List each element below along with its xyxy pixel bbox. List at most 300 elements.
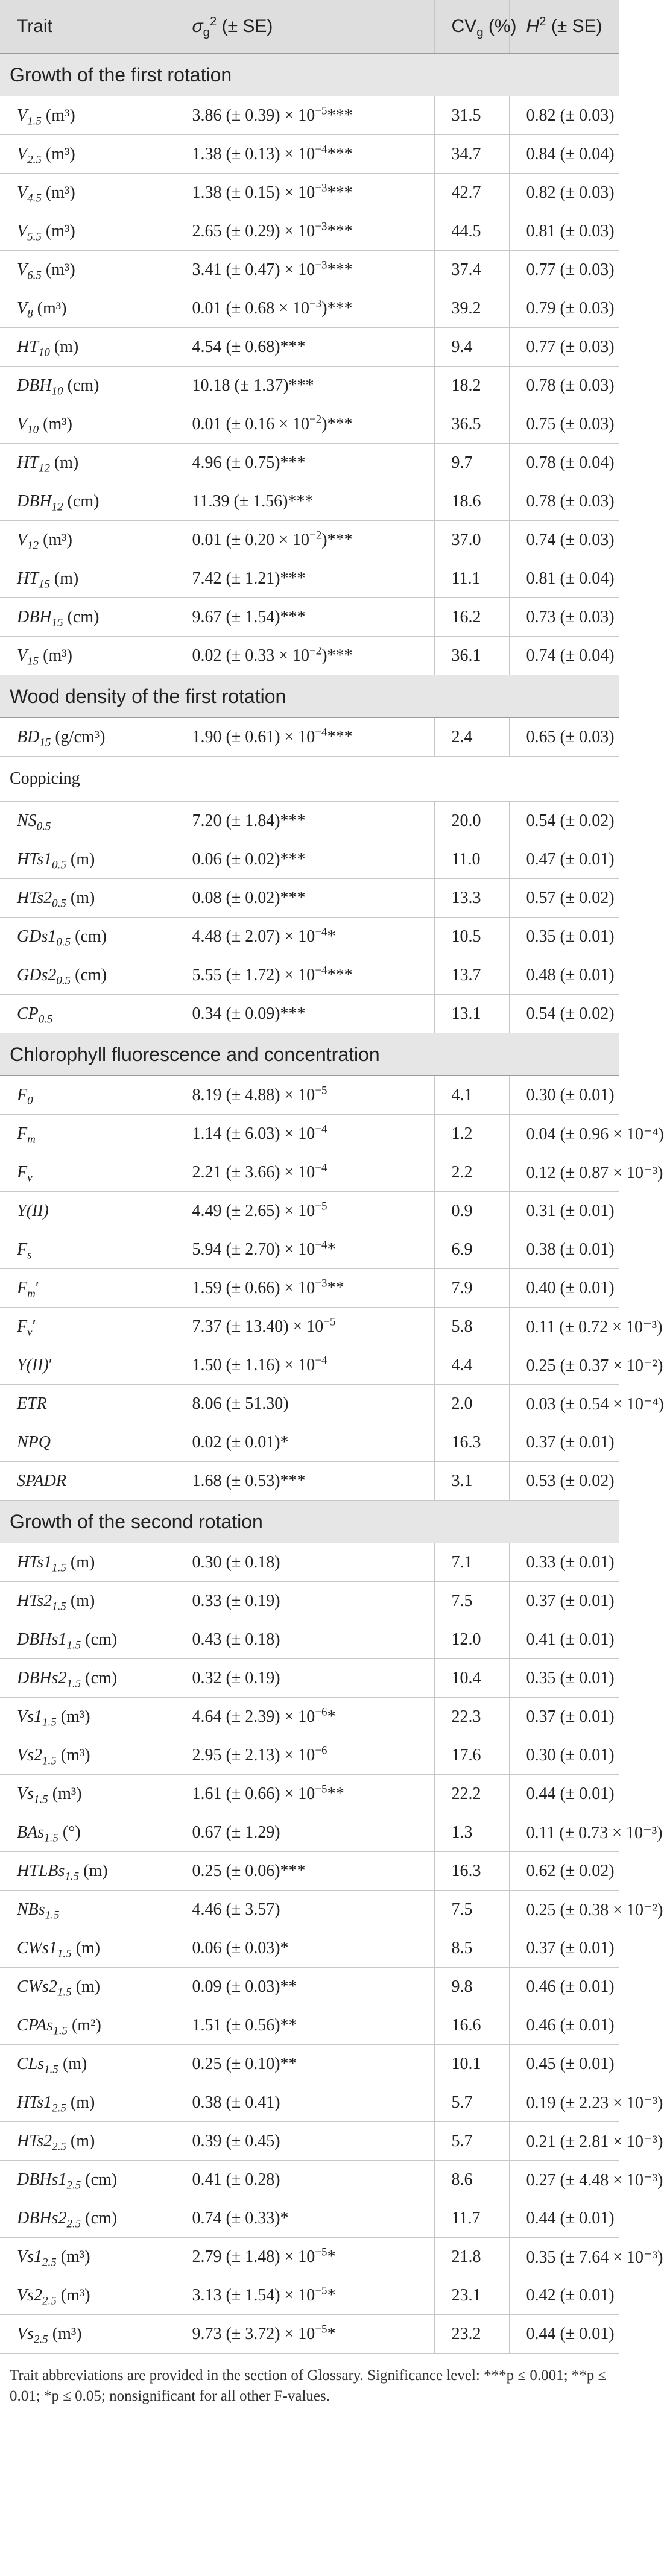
table-row: [0, 367, 619, 405]
h2-cell: 0.42 (± 0.01): [509, 2276, 619, 2315]
table-row: [0, 1775, 619, 1813]
trait-name: V: [17, 298, 28, 318]
h2-cell: 0.77 (± 0.03): [509, 328, 619, 367]
trait-subscript: 1.5: [42, 1716, 57, 1729]
cv-cell: 18.2: [434, 367, 509, 405]
trait-cell: [0, 135, 175, 174]
sigma-value: 7.42 (± 1.21): [192, 568, 280, 588]
h2-cell: 0.44 (± 0.01): [509, 2199, 619, 2238]
trait-name: F: [17, 1239, 28, 1259]
h2-cell: 0.35 (± 0.01): [509, 918, 619, 956]
trait-unit: (m³): [39, 530, 72, 549]
sigma-cell: [175, 840, 434, 879]
trait-subscript: 2.5: [66, 2217, 81, 2231]
trait-unit: (m³): [39, 646, 72, 665]
table-row: [0, 2315, 619, 2354]
cv-cell: 3.1: [434, 1462, 509, 1501]
trait-subscript: 8: [27, 307, 33, 321]
h2-cell: 0.45 (± 0.01): [509, 2045, 619, 2083]
cv-cell: 44.5: [434, 212, 509, 251]
trait-name: Vs1: [17, 1707, 42, 1726]
cv-cell: 2.4: [434, 718, 509, 757]
sigma-cell: [175, 521, 434, 559]
sigma-value: 9.73 (± 3.72) × 10: [192, 2324, 315, 2343]
sigma-cell: [175, 1582, 434, 1620]
trait-cell: [0, 2083, 175, 2122]
significance-mark: ***: [327, 221, 353, 241]
trait-unit: (m³): [41, 144, 75, 163]
trait-cell: [0, 1346, 175, 1385]
sigma-cell: [175, 2045, 434, 2083]
sigma-value: 2.95 (± 2.13) × 10: [192, 1745, 315, 1765]
sigma-value: 3.86 (± 0.39) × 10: [192, 105, 315, 125]
trait-unit: (m³): [56, 2285, 90, 2305]
sigma-value: 11.39 (± 1.56): [192, 491, 288, 511]
h2-cell: 0.82 (± 0.03): [509, 96, 619, 135]
trait-subscript: m: [27, 1287, 36, 1300]
significance-mark: **: [280, 1977, 297, 1996]
h2-cell: 0.82 (± 0.03): [509, 174, 619, 212]
sigma-exponent: −4: [315, 1354, 327, 1367]
sigma-value: 0.41 (± 0.28): [192, 2170, 280, 2189]
table-row: [0, 918, 619, 956]
trait-unit: (cm): [81, 1668, 118, 1687]
trait-subscript: 1.5: [66, 1639, 81, 1652]
sigma-cell: [175, 879, 434, 918]
trait-name: GDs2: [17, 965, 57, 984]
cv-cell: 22.3: [434, 1698, 509, 1736]
trait-cell: [0, 995, 175, 1033]
trait-cell: [0, 96, 175, 135]
trait-name: CLs: [17, 2054, 45, 2073]
sigma-value: 0.33 (± 0.19): [192, 1591, 280, 1610]
sigma-cell: [175, 1775, 434, 1813]
trait-cell: [0, 2315, 175, 2354]
trait-subscript: 2.5: [42, 2294, 57, 2308]
cv-cell: 11.7: [434, 2199, 509, 2238]
trait-unit: (m): [79, 1861, 108, 1880]
table-row: [0, 1968, 619, 2006]
table-row: [0, 328, 619, 367]
trait-unit: (cm): [63, 607, 100, 626]
cv-cell: 7.1: [434, 1543, 509, 1582]
section-header: [0, 1033, 619, 1076]
cv-cell: 34.7: [434, 135, 509, 174]
trait-unit: (m): [66, 2093, 95, 2112]
h2-cell: 0.79 (± 0.03): [509, 289, 619, 328]
trait-subscript: v: [27, 1171, 33, 1185]
table-row: [0, 1462, 619, 1501]
trait-subscript: 5.5: [27, 230, 42, 244]
sigma-value: 1.38 (± 0.15) × 10: [192, 183, 315, 202]
h2-cell: 0.30 (± 0.01): [509, 1076, 619, 1115]
table-row: [0, 1929, 619, 1968]
cv-cell: 1.3: [434, 1813, 509, 1852]
trait-unit: (m³): [48, 2324, 82, 2343]
table-row: [0, 995, 619, 1033]
significance-mark: ***: [280, 1004, 306, 1023]
trait-name: HTs2: [17, 1591, 52, 1610]
h2-cell: 0.75 (± 0.03): [509, 405, 619, 444]
trait-cell: [0, 482, 175, 521]
sigma-cell: [175, 482, 434, 521]
trait-cell: [0, 840, 175, 879]
table-row: [0, 559, 619, 598]
h2-cell: 0.74 (± 0.04): [509, 637, 619, 675]
trait-name: V: [17, 144, 28, 163]
sigma-exponent: −3: [315, 220, 327, 233]
h2-cell: 0.47 (± 0.01): [509, 840, 619, 879]
trait-name: NBs: [17, 1900, 45, 1919]
cv-cell: 20.0: [434, 802, 509, 840]
sigma-value: 4.49 (± 2.65) × 10: [192, 1201, 315, 1220]
trait-unit: (m³): [39, 414, 72, 433]
trait-subscript: 15: [39, 736, 51, 749]
sigma-cell: [175, 2161, 434, 2199]
cv-cell: 16.2: [434, 598, 509, 637]
section-header: [0, 1501, 619, 1543]
sigma-cell: [175, 1852, 434, 1891]
trait-name: F: [17, 1124, 28, 1143]
trait-subscript: v: [27, 1326, 33, 1339]
trait-name: BD: [17, 727, 40, 746]
trait-unit: (cm): [63, 376, 100, 395]
table-row: [0, 1346, 619, 1385]
trait-cell: [0, 1385, 175, 1423]
trait-subscript: m: [27, 1133, 36, 1146]
trait-subscript: 0.5: [38, 1013, 53, 1026]
table-row: [0, 1269, 619, 1308]
sigma-value: 1.68 (± 0.53): [192, 1471, 280, 1490]
h2-cell: 0.11 (± 0.73 × 10⁻³): [509, 1813, 619, 1852]
sigma-cell: [175, 637, 434, 675]
cv-cell: 42.7: [434, 174, 509, 212]
table-row: [0, 1736, 619, 1775]
sigma-cell: [175, 1620, 434, 1659]
sigma-cell: [175, 1659, 434, 1698]
sigma-cell: [175, 212, 434, 251]
significance-mark: ***: [280, 888, 306, 907]
h2-cell: 0.57 (± 0.02): [509, 879, 619, 918]
section-title: Chlorophyll fluorescence and concentration: [0, 1033, 619, 1076]
sigma-exponent: −4: [315, 925, 327, 939]
table-row: [0, 444, 619, 482]
sigma-value: 1.50 (± 1.16) × 10: [192, 1355, 315, 1375]
trait-subscript: 1.5: [27, 115, 42, 128]
trait-name: DBH: [17, 607, 52, 626]
cv-cell: 31.5: [434, 96, 509, 135]
h2-cell: 0.21 (± 2.81 × 10⁻³): [509, 2122, 619, 2161]
trait-cell: [0, 2122, 175, 2161]
cv-cell: 10.4: [434, 1659, 509, 1698]
trait-subscript: 1.5: [57, 1947, 72, 1960]
sigma-exponent: −6: [315, 1705, 327, 1719]
trait-name: DBH: [17, 376, 52, 395]
trait-name: HT: [17, 453, 39, 472]
trait-name: ETR: [17, 1394, 47, 1413]
table-row: [0, 1076, 619, 1115]
significance-mark: *: [327, 1707, 336, 1726]
trait-name: HTs1: [17, 2093, 52, 2112]
significance-mark: *: [280, 1938, 289, 1957]
significance-mark: **: [280, 2015, 297, 2035]
significance-mark: *: [327, 1239, 336, 1259]
sigma-cell: [175, 956, 434, 995]
trait-unit: (m): [71, 1977, 101, 1996]
col-header-h2: $H^2$ (± SE): [509, 0, 619, 54]
trait-name: DBH: [17, 491, 52, 511]
section-title: Coppicing: [0, 757, 619, 802]
trait-cell: [0, 1462, 175, 1501]
sigma-exponent: −4: [315, 1123, 327, 1136]
sigma-exponent: −4: [315, 964, 327, 977]
trait-cell: [0, 918, 175, 956]
trait-cell: [0, 1736, 175, 1775]
sigma-value: 1.59 (± 0.66) × 10: [192, 1278, 315, 1297]
table-row: [0, 1543, 619, 1582]
trait-unit: (cm): [81, 2208, 118, 2228]
sigma-cell: [175, 1115, 434, 1153]
h2-cell: 0.33 (± 0.01): [509, 1543, 619, 1582]
h2-cell: 0.78 (± 0.04): [509, 444, 619, 482]
sigma-cell: [175, 96, 434, 135]
significance-mark: ***: [280, 607, 306, 626]
trait-unit: (m³): [56, 2247, 90, 2266]
trait-subscript: 1.5: [44, 2063, 58, 2076]
sigma-value: 4.46 (± 3.57): [192, 1900, 280, 1919]
table-row: [0, 96, 619, 135]
sigma-value: 0.01 (± 0.16 × 10: [192, 414, 309, 433]
table-row: [0, 956, 619, 995]
trait-unit: (m): [71, 1938, 101, 1957]
trait-subscript: 0.5: [56, 974, 71, 987]
h2-cell: 0.37 (± 0.01): [509, 1423, 619, 1462]
trait-cell: [0, 1891, 175, 1929]
trait-unit: (cm): [81, 1630, 118, 1649]
sigma-value: 8.06 (± 51.30): [192, 1394, 289, 1413]
trait-subscript: 15: [38, 578, 50, 591]
trait-cell: [0, 559, 175, 598]
cv-cell: 7.5: [434, 1891, 509, 1929]
h2-cell: 0.19 (± 2.23 × 10⁻³): [509, 2083, 619, 2122]
table-row: [0, 1852, 619, 1891]
sigma-value: 1.38 (± 0.13) × 10: [192, 144, 315, 163]
trait-cell: [0, 1308, 175, 1346]
significance-mark: )***: [321, 530, 353, 549]
h2-cell: 0.78 (± 0.03): [509, 367, 619, 405]
trait-subscript: 2.5: [66, 2179, 81, 2192]
sigma-cell: [175, 1698, 434, 1736]
trait-name: NS: [17, 811, 37, 830]
sigma-value: 8.19 (± 4.88) × 10: [192, 1085, 315, 1104]
sigma-value: 1.14 (± 6.03) × 10: [192, 1124, 315, 1143]
sigma-cell: [175, 2276, 434, 2315]
cv-cell: 2.2: [434, 1153, 509, 1192]
table-row: [0, 174, 619, 212]
h2-cell: 0.04 (± 0.96 × 10⁻⁴): [509, 1115, 619, 1153]
significance-mark: *: [327, 2247, 336, 2266]
sigma-value: 7.37 (± 13.40) × 10: [192, 1317, 324, 1336]
significance-mark: ***: [280, 337, 306, 356]
h2-cell: 0.40 (± 0.01): [509, 1269, 619, 1308]
sigma-exponent: −3: [309, 297, 322, 310]
significance-mark: )***: [321, 414, 353, 433]
sigma-exponent: −3: [315, 1277, 327, 1290]
sigma-value: 2.65 (± 0.29) × 10: [192, 221, 315, 241]
trait-subscript: s: [27, 1249, 32, 1262]
cv-cell: 36.1: [434, 637, 509, 675]
sigma-value: 3.13 (± 1.54) × 10: [192, 2285, 315, 2305]
sigma-cell: [175, 1929, 434, 1968]
table-row: [0, 2199, 619, 2238]
trait-unit: (cm): [63, 491, 100, 511]
sigma-value: 4.54 (± 0.68): [192, 337, 280, 356]
trait-name: F: [17, 1085, 28, 1104]
cv-cell: 16.3: [434, 1423, 509, 1462]
trait-unit: (g/cm³): [51, 727, 106, 746]
cv-cell: 10.1: [434, 2045, 509, 2083]
h2-cell: 0.65 (± 0.03): [509, 718, 619, 757]
sigma-cell: [175, 405, 434, 444]
h2-cell: 0.46 (± 0.01): [509, 2006, 619, 2045]
cv-cell: 8.5: [434, 1929, 509, 1968]
trait-subscript: 12: [27, 539, 39, 552]
table-row: [0, 637, 619, 675]
sigma-value: 4.96 (± 0.75): [192, 453, 280, 472]
sigma-value: 1.51 (± 0.56): [192, 2015, 280, 2035]
table-row: [0, 2276, 619, 2315]
table-row: [0, 289, 619, 328]
h2-cell: 0.38 (± 0.01): [509, 1230, 619, 1269]
significance-mark: ***: [280, 453, 306, 472]
cv-cell: 5.7: [434, 2083, 509, 2122]
cv-cell: 1.2: [434, 1115, 509, 1153]
sigma-exponent: −6: [315, 1744, 327, 1757]
trait-name: Vs1: [17, 2247, 42, 2266]
sigma-value: 0.25 (± 0.10): [192, 2054, 280, 2073]
sigma-value: 0.30 (± 0.18): [192, 1552, 280, 1572]
trait-subscript: 6.5: [27, 269, 42, 282]
h2-cell: 0.44 (± 0.01): [509, 2315, 619, 2354]
trait-subscript: 15: [27, 655, 39, 668]
trait-subscript: 2.5: [27, 153, 42, 166]
table-row: [0, 135, 619, 174]
trait-unit: (m): [58, 2054, 87, 2073]
trait-name: Vs: [17, 1784, 34, 1803]
cv-cell: 9.4: [434, 328, 509, 367]
sigma-cell: [175, 1891, 434, 1929]
cv-cell: 6.9: [434, 1230, 509, 1269]
trait-name: CP: [17, 1004, 39, 1023]
h2-cell: 0.77 (± 0.03): [509, 251, 619, 289]
h2-cell: 0.27 (± 4.48 × 10⁻³): [509, 2161, 619, 2199]
sigma-value: 0.25 (± 0.06): [192, 1861, 280, 1880]
trait-subscript: 0.5: [56, 936, 71, 949]
sigma-value: 9.67 (± 1.54): [192, 607, 280, 626]
sigma-value: 4.64 (± 2.39) × 10: [192, 1707, 315, 1726]
cv-cell: 37.4: [434, 251, 509, 289]
cv-cell: 9.7: [434, 444, 509, 482]
trait-subscript: 1.5: [44, 1831, 58, 1845]
sigma-cell: [175, 1462, 434, 1501]
trait-cell: [0, 1543, 175, 1582]
h2-cell: 0.35 (± 0.01): [509, 1659, 619, 1698]
trait-name: BAs: [17, 1822, 45, 1842]
section-title: Wood density of the first rotation: [0, 675, 619, 718]
trait-unit: (m): [66, 1552, 95, 1572]
trait-cell: [0, 1582, 175, 1620]
cv-cell: 37.0: [434, 521, 509, 559]
trait-subscript: 10: [27, 423, 39, 436]
cv-cell: 9.8: [434, 1968, 509, 2006]
table-row: [0, 1308, 619, 1346]
significance-mark: )***: [321, 646, 353, 665]
sigma-exponent: −5: [323, 1315, 336, 1329]
section-header: [0, 54, 619, 96]
cv-cell: 36.5: [434, 405, 509, 444]
trait-name: CWs1: [17, 1938, 57, 1957]
sigma-value: 0.08 (± 0.02): [192, 888, 280, 907]
sigma-value: 0.09 (± 0.03): [192, 1977, 280, 1996]
trait-cell: [0, 2006, 175, 2045]
sigma-cell: [175, 251, 434, 289]
trait-unit: (m): [49, 453, 79, 472]
sigma-value: 7.20 (± 1.84): [192, 811, 280, 830]
trait-cell: [0, 2276, 175, 2315]
trait-cell: [0, 1852, 175, 1891]
sigma-cell: [175, 2199, 434, 2238]
trait-subscript: 1.5: [53, 2024, 68, 2038]
sigma-exponent: −5: [315, 2246, 327, 2259]
trait-cell: [0, 598, 175, 637]
sigma-cell: [175, 995, 434, 1033]
significance-mark: ***: [327, 965, 353, 984]
trait-unit: (m³): [48, 1784, 82, 1803]
sigma-value: 0.06 (± 0.03): [192, 1938, 280, 1957]
trait-name: V: [17, 221, 28, 241]
trait-name: GDs1: [17, 927, 57, 946]
header-row: [0, 0, 619, 54]
sigma-cell: [175, 1813, 434, 1852]
trait-unit: (m): [66, 888, 95, 907]
trait-cell: [0, 328, 175, 367]
sigma-cell: [175, 718, 434, 757]
sigma-value: 0.02 (± 0.01): [192, 1432, 280, 1452]
significance-mark: *: [327, 927, 336, 946]
trait-unit: (m²): [67, 2015, 101, 2035]
trait-name: V: [17, 260, 28, 279]
trait-subscript: 1.5: [57, 1986, 72, 1999]
trait-subscript: 2.5: [52, 2102, 66, 2115]
h2-cell: 0.54 (± 0.02): [509, 995, 619, 1033]
cv-cell: 23.1: [434, 2276, 509, 2315]
table-row: [0, 2238, 619, 2276]
sigma-exponent: −4: [315, 726, 327, 739]
col-header-sigma: $\sigma_g^2$ (± SE): [175, 0, 434, 54]
sigma-cell: [175, 1269, 434, 1308]
section-header: [0, 675, 619, 718]
sigma-exponent: −5: [315, 2284, 327, 2297]
trait-subscript: 2.5: [42, 2256, 57, 2269]
sigma-exponent: −5: [315, 104, 327, 118]
trait-unit: (m³): [41, 183, 75, 202]
table-row: [0, 2045, 619, 2083]
trait-subscript: 0.5: [52, 858, 66, 872]
h2-cell: 0.44 (± 0.01): [509, 1775, 619, 1813]
sigma-cell: [175, 2238, 434, 2276]
cv-cell: 7.5: [434, 1582, 509, 1620]
trait-cell: [0, 2238, 175, 2276]
